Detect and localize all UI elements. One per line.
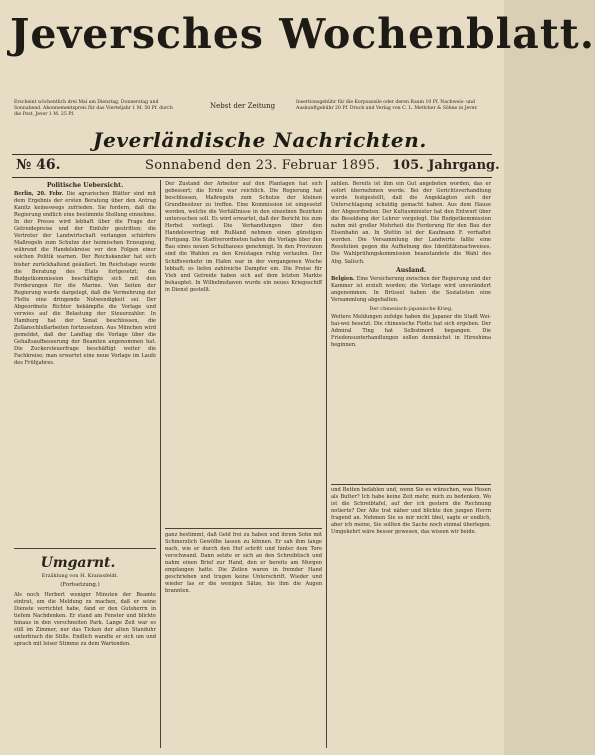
dateline: Berlin, 20. Febr. bbox=[14, 191, 64, 198]
column-story-part2 bbox=[165, 532, 322, 748]
article-text: Der Zustand der Arbeiter auf den Plantagen hat sich gebessert; die Ernte war reichlich. Die Regierung hat beschlossen, Maßregeln zum Schutze der kleinen Grundbesitzer zu treffen. Eine Kommission ist eingesetzt worden, welche die Verhältnisse in den einzelnen Bezirken untersuchen soll. Es wird erwartet, daß der Bericht bis zum Herbst vorliegt. Die Verhandlungen über den Handelsvertrag mit Rußland nehmen einen günstigen Fortgang. Die Stadtverordneten haben die Vorlage über den Bau eines neuen Schulhauses genehmigt. In den Provinzen sind die Wahlen zu den Kreistagen ruhig verlaufen. Der Schiffsverkehr im Hafen war in der vergangenen Woche lebhaft; es liefen zahlreiche Dampfer ein. Die Preise für Vieh und Getreide haben sich auf dem letzten Markte behauptet. In Wilhelmshaven wurde ein neues Kriegsschiff in Dienst gestellt. bbox=[165, 181, 322, 293]
column-news-3 bbox=[331, 181, 491, 481]
story-text: und Betten befahlen und, wenn Sie es wünschen, was Hosen als Butter? Ich habe keine Zeit mehr, mich zu bedenken. Wo ist die Schreibtafel, auf der ich gestern die Rechnung notierte? Der Alte trat näher und blickte den jungen Herrn fragend an. Nehmen Sie es mir nicht übel, sagte er endlich, aber ich meine, Sie sollten die Sache noch einmal überlegen. Umgekehrt wäre besser gewesen, das wissen wir beide. bbox=[331, 487, 491, 536]
column-news-2 bbox=[165, 181, 322, 525]
issue-year: 105. Jahrgang. bbox=[392, 158, 500, 173]
dateline: Belgien. bbox=[331, 275, 355, 282]
divider-rule bbox=[331, 484, 491, 485]
story-text: Als noch Herbert weniger Minuten der Beamte eintrat, um die Meldung zu machen, daß er seine Dienste verrichtet habe, fand er den Gutsherrn in tiefem Nachdenken. Er stand am Fenster und blickte hinaus in den verschneiten Park. Lange Zeit war es still im Zimmer, nur das Ticken der alten Standuhr unterbrach die Stille. Endlich wandte er sich um und sprach mit leiser Stimme zu dem Wartenden. bbox=[14, 592, 156, 648]
column-story-part3 bbox=[331, 487, 491, 748]
column-divider bbox=[160, 180, 161, 748]
subscription-notice: Erscheint wöchentlich drei Mal am Dienstag, Donnerstag und Sonnabend. Abonnementspreis für das Vierteljahr 1 M. 50 Pf. durch die Post, Jever 1 M. 25 Pf. bbox=[14, 100, 173, 117]
article-text: zahlen. Bereits ist ihm ein Gut angeboten worden, das er sofort übernehmen werde. Bei der Gerichtsverhandlung wurde festgestellt, daß die Angeklagten sich der Unterschlagung schuldig gemacht haben. Aus dem Hause der Abgeordneten: Der Kultusminister hat den Entwurf über die Besoldung der Lehrer vorgelegt. Die Budgetkommission nahm mit großer Mehrheit die Forderung für den Bau der Eisenbahn an. In Stettin ist der Kaufmann F. verhaftet worden. Die Versammlung der Landwirte faßte eine Resolution gegen die Aufhebung des Identitätsnachweises. Die Wahlprüfungskommission beanstandete die Wahl des Abg. Salisch. bbox=[331, 181, 491, 265]
section-heading: Der chinesisch-japanische Krieg. bbox=[369, 305, 453, 312]
article-text: Weitere Meldungen zufolge haben die Japaner die Stadt Wei-hai-wei besetzt. Die chinesische Flotte hat sich ergeben. Der Admiral Ting hat Selbstmord begangen. Die Friedensunterhandlungen sollen demnächst in Hiroshima beginnen. bbox=[331, 313, 491, 349]
section-heading: Politische Uebersicht. bbox=[46, 182, 124, 189]
story-text: ganz bestimmt, daß Geld frei zu haben und ihrem Sohn mit Schmerzlich Gewölbe lassen zu können. Er sah ihm lange nach, wie er durch den Hof schritt und hinter dem Tore verschwand. Dann setzte er sich an den Schreibtisch und nahm einen Brief zur Hand, den er bereits am Morgen empfangen hatte. Die Zeilen waren in fremder Hand geschrieben und trugen keine Unterschrift. Wieder und wieder las er die wenigen Sätze, bis ihm die Augen brannten. bbox=[165, 532, 322, 595]
insertion-fee-notice: Insertionsgebühr für die Korpuszeile oder deren Raum 10 Pf. Nachweis- und Auskunftgebühr 20 Pf. Druck und Verlag von C. L. Mettcker & Söhne in Jever. bbox=[296, 100, 478, 111]
column-divider bbox=[326, 180, 327, 748]
issue-date: Sonnabend den 23. Februar 1895. bbox=[145, 158, 380, 173]
supplement-notice: Nebst der Zeitung bbox=[210, 102, 276, 110]
story-author: Erzählung von H. Kranssfeldt. bbox=[41, 573, 119, 579]
divider-rule bbox=[12, 177, 492, 178]
divider-rule bbox=[12, 154, 492, 155]
article-text: Eine Versicherung zwischen der Regierung und der Kammer ist erzielt worden; die Vorlage wird unverändert angenommen. In Brüssel haben die Sozialisten eine Versammlung abgehalten. bbox=[331, 275, 492, 303]
masthead-info-row bbox=[14, 100, 490, 124]
divider-rule bbox=[165, 528, 322, 529]
issue-number: № 46. bbox=[16, 157, 61, 173]
column-politics bbox=[14, 181, 156, 544]
divider-rule bbox=[14, 548, 156, 549]
story-title: Umgarnt. bbox=[40, 555, 116, 571]
section-heading: Ausland. bbox=[395, 266, 427, 274]
article-text: Die agrarischen Blätter sind mit dem Ergebnis der ersten Beratung über den Antrag Kanitz keineswegs zufrieden. Sie fordern, daß die Regierung endlich eine bestimmte Stellung einnehme. In der Presse wird lebhaft über die Frage der Getreidepreise und der Einfuhr gestritten; die Vertreter der Landwirtschaft verlangen schärfere Maßregeln zum Schutze der heimischen Erzeugung, während die Handelskreise vor den Folgen einer solchen Politik warnen. Der Reichskanzler hat sich bisher zurückhaltend geäußert. Im Reichstage wurde die Beratung des Etats fortgesetzt; die Budgetkommission beschäftigte sich mit den Forderungen für die Marine. Von Seiten der Regierung wurde dargelegt, daß die Vermehrung der Flotte eine dringende Notwendigkeit sei. Der Abgeordnete Richter bekämpfte die Vorlage und verwies auf die Belastung der Steuerzahler. In Hamburg hat der Senat beschlossen, die Zollanschlußarbeiten fortzusetzen. Aus München wird gemeldet, daß der Landtag die Vorlage über die Gehaltsaufbesserung der Beamten angenommen hat. Die Zuckersteuerfrage beschäftigt weiter die Fachkreise; man erwartet eine neue Vorlage im Laufe des Frühjahres. bbox=[14, 191, 157, 367]
story-continuation: (Fortsetzung.) bbox=[60, 582, 100, 588]
subtitle-heading: Jeverländische Nachrichten. bbox=[93, 128, 427, 152]
column-story-part1 bbox=[14, 592, 156, 748]
masthead-title: Jeversches Wochenblatt. bbox=[10, 10, 595, 58]
